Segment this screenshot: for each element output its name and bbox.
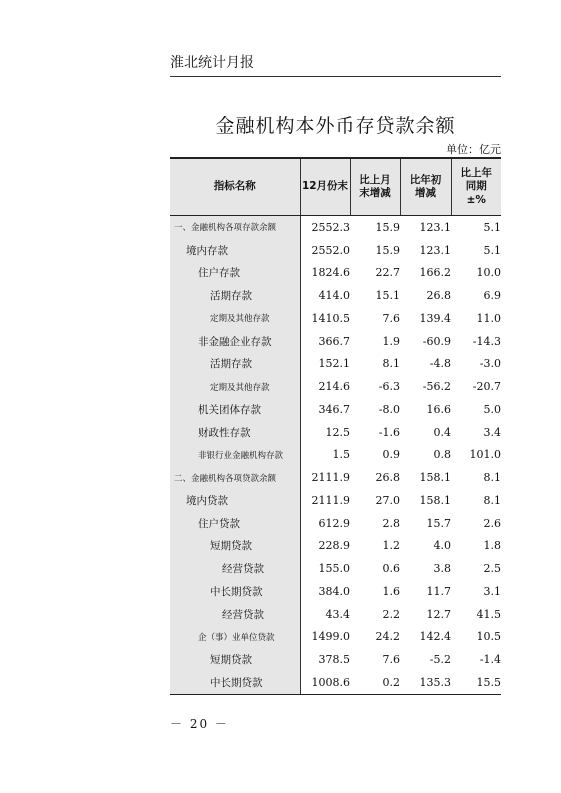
row-value: 2.6 [483,516,501,530]
column-header-line: 指标名称 [213,180,256,193]
table-row [170,535,501,558]
unit-label: 单位：亿元 [446,143,501,156]
row-value: 228.9 [300,535,350,558]
row-value: 26.8 [375,471,400,485]
table-row [170,353,501,376]
row-value: 384.0 [300,580,350,603]
row-value: 8.1 [483,471,501,485]
table-row [170,512,501,535]
row-value: 15.9 [375,220,400,234]
row-value: 152.1 [300,353,350,376]
row-value: -4.8 [429,357,451,371]
row-value: 2.8 [382,516,400,530]
row-value: 8.1 [382,357,400,371]
row-value: 15.1 [375,289,400,303]
row-value: 378.5 [300,648,350,671]
row-value: 7.6 [382,311,400,325]
row-value: 15.5 [451,671,501,694]
column-header-line: 12月份末 [301,180,349,193]
row-label: 非银行业金融机构存款 [170,444,300,467]
table-row [170,284,501,307]
column-header-line: 比上月 [359,173,391,186]
row-label: 企（事）业单位贷款 [170,626,300,649]
table-row [170,603,501,626]
row-value: 6.9 [483,289,501,303]
row-value: 2552.3 [300,216,350,239]
row-value: -6.3 [378,380,400,394]
row-value: 26.8 [426,289,451,303]
column-header [300,158,350,216]
row-label: 短期贷款 [170,648,300,671]
row-value: 41.5 [476,607,501,621]
row-value: 1824.6 [300,262,350,285]
row-value: 123.1 [419,220,451,234]
table-row [170,444,501,467]
column-header-line: 比上年 [460,167,492,180]
document-title: 金融机构本外币存贷款余额 [215,115,456,137]
row-value: 1.6 [382,584,400,598]
column-header-line: 末增减 [359,187,391,199]
row-value: -20.7 [472,380,501,394]
row-value: 10.0 [476,266,501,280]
row-value: 2.5 [483,562,501,576]
column-header-line: ±% [466,193,486,206]
table-body [170,216,501,695]
row-label: 二、金融机构各项贷款余额 [170,466,300,489]
column-header [350,158,400,216]
table-row [170,557,501,580]
row-value: -1.6 [378,425,400,439]
row-label: 经营贷款 [170,557,300,580]
row-value: 158.1 [419,471,451,485]
row-label: 短期贷款 [170,535,300,558]
row-value: 8.1 [483,493,501,507]
row-value: 0.9 [382,448,400,462]
row-value: 12.7 [426,607,451,621]
row-value: 5.1 [483,243,501,257]
row-label: 中长期贷款 [170,671,300,694]
row-value: 12.5 [300,421,350,444]
row-label: 经营贷款 [170,603,300,626]
row-value: 139.4 [419,311,451,325]
table-row [170,330,501,353]
row-value: 0.4 [433,425,451,439]
table-row [170,262,501,285]
row-value: 155.0 [300,557,350,580]
row-value: 142.4 [419,630,451,644]
row-value: 22.7 [375,266,400,280]
table-row [170,648,501,671]
row-value: -60.9 [422,334,451,348]
table-row [170,375,501,398]
row-value: -3.0 [479,357,501,371]
row-value: 43.4 [300,603,350,626]
row-value: 158.1 [419,493,451,507]
row-value: 135.3 [400,671,451,694]
row-value: 2.2 [382,607,400,621]
row-value: 2552.0 [300,239,350,262]
row-value: 1.8 [483,539,501,553]
row-value: 214.6 [300,375,350,398]
column-header-line: 同期 [465,180,487,193]
row-value: -8.0 [378,402,400,416]
row-value: 1.2 [382,539,400,553]
row-value: 612.9 [300,512,350,535]
row-value: 16.6 [426,402,451,416]
row-label: 活期存款 [170,284,300,307]
row-value: 3.4 [483,425,501,439]
table-row [170,421,501,444]
row-label: 机关团体存款 [170,398,300,421]
row-value: 11.7 [426,584,451,598]
row-value: -14.3 [472,334,501,348]
row-value: 1.5 [300,444,350,467]
row-value: 5.1 [483,220,501,234]
row-value: 101.0 [469,448,501,462]
row-value: 346.7 [300,398,350,421]
table-row [170,239,501,262]
header-rule [170,76,501,77]
row-value: 11.0 [476,311,501,325]
column-header [451,158,501,216]
row-label: 住户存款 [170,262,300,285]
row-label: 活期存款 [170,353,300,376]
row-value: 24.2 [375,630,400,644]
row-label: 定期及其他存款 [170,307,300,330]
row-value: 414.0 [300,284,350,307]
table-row [170,307,501,330]
row-value: 27.0 [375,493,400,507]
row-value: 15.9 [375,243,400,257]
table-row [170,216,501,239]
row-label: 中长期贷款 [170,580,300,603]
row-value: 366.7 [300,330,350,353]
column-header-line: 增减 [415,187,436,199]
row-label: 境内贷款 [170,489,300,512]
table-row [170,580,501,603]
row-value: -1.4 [479,653,501,667]
row-label: 非金融企业存款 [170,330,300,353]
row-value: 15.7 [426,516,451,530]
deposit-loan-table [170,157,501,695]
page-number: － 20 － [170,717,229,731]
row-value: 5.0 [483,402,501,416]
table-header-row [170,158,501,216]
column-header [170,158,300,216]
table-row [170,671,501,694]
row-value: 3.1 [483,584,501,598]
row-value: 166.2 [419,266,451,280]
column-header [400,158,451,216]
row-value: 1499.0 [300,626,350,649]
row-label: 定期及其他存款 [170,375,300,398]
column-header-line: 比年初 [409,173,442,186]
row-value: -5.2 [429,653,451,667]
row-value: 7.6 [382,653,400,667]
row-value: -56.2 [422,380,451,394]
row-value: 0.6 [382,562,400,576]
row-value: 10.5 [476,630,501,644]
row-value: 0.8 [433,448,451,462]
row-label: 住户贷款 [170,512,300,535]
row-value: 1410.5 [300,307,350,330]
row-label: 境内存款 [170,239,300,262]
row-value: 2111.9 [300,466,350,489]
row-value: 0.2 [350,671,400,694]
row-value: 2111.9 [300,489,350,512]
row-label: 财政性存款 [170,421,300,444]
row-value: 3.8 [433,562,451,576]
row-value: 1.9 [382,334,400,348]
row-value: 123.1 [419,243,451,257]
row-value: 4.0 [433,539,451,553]
table-row [170,489,501,512]
table-row [170,466,501,489]
row-label: 一、金融机构各项存款余额 [170,216,300,239]
table-row [170,398,501,421]
header-title: 淮北统计月报 [170,55,254,71]
table-row [170,626,501,649]
row-value: 1008.6 [300,671,350,694]
